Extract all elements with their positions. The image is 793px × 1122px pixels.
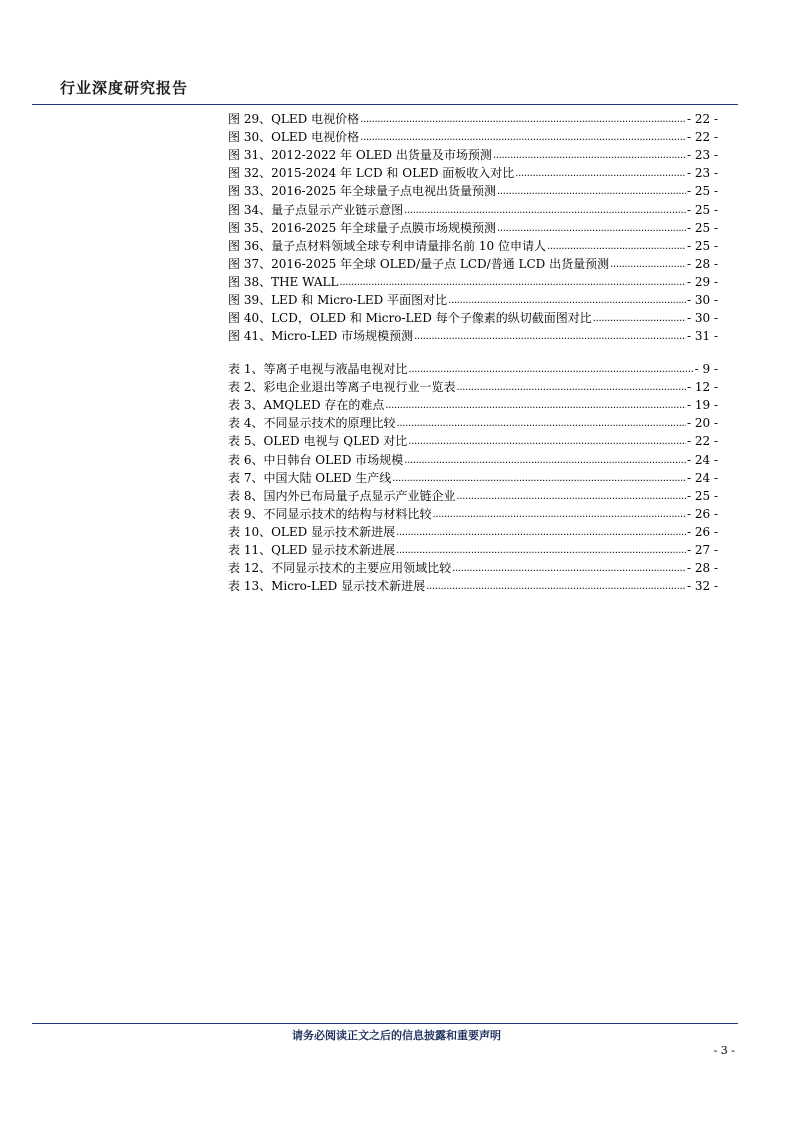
toc-entry-label: 表 5、OLED 电视与 QLED 对比 (228, 434, 408, 449)
toc-entry-label: 表 7、中国大陆 OLED 生产线 (228, 470, 392, 485)
toc-entry-page: - 24 - (686, 452, 718, 467)
toc-entry-label: 表 12、不同显示技术的主要应用领域比较 (228, 561, 452, 576)
toc-entry-label: 表 6、中日韩台 OLED 市场规模 (228, 452, 404, 467)
dot-leader (456, 490, 686, 504)
toc-entry-page: - 25 - (686, 238, 718, 253)
toc-entry-page: - 12 - (686, 380, 718, 395)
toc-entry[interactable] (228, 236, 718, 254)
dot-leader (396, 526, 686, 540)
toc-entry-page: - 23 - (686, 166, 718, 181)
toc-entry-page: - 27 - (686, 543, 718, 558)
dot-leader (404, 454, 686, 468)
toc-entry-label: 表 2、彩电企业退出等离子电视行业一览表 (228, 380, 456, 395)
toc-entry-page: - 25 - (686, 184, 718, 199)
toc-entry-page: - 22 - (686, 112, 718, 127)
toc-entry[interactable] (228, 163, 718, 181)
toc-entry-page: - 25 - (686, 202, 718, 217)
toc-entry-page: - 26 - (686, 524, 718, 539)
table-list (228, 359, 718, 594)
dot-leader (360, 113, 686, 127)
toc-entry-label: 图 33、2016-2025 年全球量子点电视出货量预测 (228, 184, 497, 199)
dot-leader (456, 381, 686, 395)
dot-leader (396, 417, 686, 431)
toc-entry-label: 图 29、QLED 电视价格 (228, 112, 360, 127)
toc-entry-page: - 9 - (694, 362, 718, 377)
toc-entry-page: - 28 - (686, 256, 718, 271)
toc-entry[interactable] (228, 558, 718, 576)
toc-entry-label: 图 38、THE WALL (228, 274, 339, 289)
toc-entry-page: - 22 - (686, 434, 718, 449)
toc-entry-page: - 29 - (686, 274, 718, 289)
toc-entry-label: 表 4、不同显示技术的原理比较 (228, 416, 396, 431)
footer-divider (32, 1023, 738, 1024)
dot-leader (452, 562, 686, 576)
figure-list (228, 109, 718, 344)
dot-leader (385, 399, 686, 413)
toc-entry-page: - 28 - (686, 561, 718, 576)
report-header-title: 行业深度研究报告 (60, 79, 189, 97)
dot-leader (414, 330, 686, 344)
dot-leader (610, 258, 686, 272)
toc-entry-page: - 26 - (686, 506, 718, 521)
toc-entry[interactable] (228, 272, 718, 290)
toc-entry-label: 图 39、LED 和 Micro-LED 平面图对比 (228, 293, 448, 308)
dot-leader (339, 276, 686, 290)
footer-page-number: - 3 - (713, 1044, 735, 1057)
toc-entry-page: - 25 - (686, 220, 718, 235)
toc-entry-label: 表 9、不同显示技术的结构与材料比较 (228, 506, 432, 521)
dot-leader (404, 204, 686, 218)
dot-leader (515, 167, 686, 181)
dot-leader (408, 435, 686, 449)
toc-entry[interactable] (228, 576, 718, 594)
toc-entry[interactable] (228, 522, 718, 540)
toc-entry[interactable] (228, 540, 718, 558)
toc-entry[interactable] (228, 413, 718, 431)
toc-entry-label: 图 32、2015-2024 年 LCD 和 OLED 面板收入对比 (228, 166, 515, 181)
toc-entry-page: - 22 - (686, 130, 718, 145)
toc-entry-label: 表 11、QLED 显示技术新进展 (228, 543, 396, 558)
toc-entry[interactable] (228, 109, 718, 127)
toc-entry-page: - 23 - (686, 148, 718, 163)
toc-entry-label: 表 1、等离子电视与液晶电视对比 (228, 362, 408, 377)
toc-entry[interactable] (228, 468, 718, 486)
dot-leader (392, 472, 686, 486)
toc-entry[interactable] (228, 127, 718, 145)
toc-entry-label: 表 10、OLED 显示技术新进展 (228, 524, 396, 539)
toc-entry[interactable] (228, 181, 718, 199)
toc-entry-label: 图 40、LCD，OLED 和 Micro-LED 每个子像素的纵切截面图对比 (228, 311, 592, 326)
toc-entry-page: - 25 - (686, 488, 718, 503)
toc-entry[interactable] (228, 290, 718, 308)
dot-leader (493, 149, 686, 163)
dot-leader (360, 131, 686, 145)
toc-entry-label: 图 30、OLED 电视价格 (228, 130, 360, 145)
toc-entry[interactable] (228, 431, 718, 449)
toc-entry-label: 图 41、Micro-LED 市场规模预测 (228, 329, 414, 344)
toc-entry-page: - 30 - (686, 293, 718, 308)
toc-entry[interactable] (228, 254, 718, 272)
toc-entry[interactable] (228, 199, 718, 217)
toc-entry[interactable] (228, 145, 718, 163)
toc-entry[interactable] (228, 377, 718, 395)
dot-leader (547, 240, 686, 254)
toc-entry-label: 表 8、国内外已布局量子点显示产业链企业 (228, 488, 456, 503)
toc-entry-page: - 32 - (686, 579, 718, 594)
toc-entry[interactable] (228, 395, 718, 413)
toc-entry-page: - 30 - (686, 311, 718, 326)
dot-leader (593, 312, 686, 326)
toc-entry[interactable] (228, 359, 718, 377)
footer-disclaimer: 请务必阅读正文之后的信息披露和重要声明 (292, 1029, 501, 1042)
toc-entry-label: 图 34、量子点显示产业链示意图 (228, 202, 404, 217)
dot-leader (408, 363, 693, 377)
dot-leader (396, 544, 686, 558)
header-divider (32, 104, 738, 105)
toc-entry-label: 表 13、Micro-LED 显示技术新进展 (228, 579, 426, 594)
dot-leader (497, 222, 686, 236)
toc-entry-label: 图 36、量子点材料领域全球专利申请量排名前 10 位申请人 (228, 238, 546, 253)
dot-leader (448, 294, 686, 308)
dot-leader (426, 580, 686, 594)
toc-entry[interactable] (228, 449, 718, 467)
toc-entry[interactable] (228, 504, 718, 522)
toc-entry-page: - 24 - (686, 470, 718, 485)
toc-entry-page: - 31 - (686, 329, 718, 344)
toc-entry[interactable] (228, 218, 718, 236)
toc-entry-label: 图 35、2016-2025 年全球量子点膜市场规模预测 (228, 220, 497, 235)
toc-entry-label: 表 3、AMQLED 存在的难点 (228, 398, 385, 413)
toc-entry[interactable] (228, 486, 718, 504)
toc-entry[interactable] (228, 308, 718, 326)
dot-leader (432, 508, 686, 522)
toc-entry-label: 图 31、2012-2022 年 OLED 出货量及市场预测 (228, 148, 492, 163)
toc-entry-page: - 19 - (686, 398, 718, 413)
dot-leader (497, 185, 686, 199)
toc-entry-label: 图 37、2016-2025 年全球 OLED/量子点 LCD/普通 LCD 出货量预测 (228, 256, 610, 271)
toc-entry-page: - 20 - (686, 416, 718, 431)
toc-entry[interactable] (228, 326, 718, 344)
